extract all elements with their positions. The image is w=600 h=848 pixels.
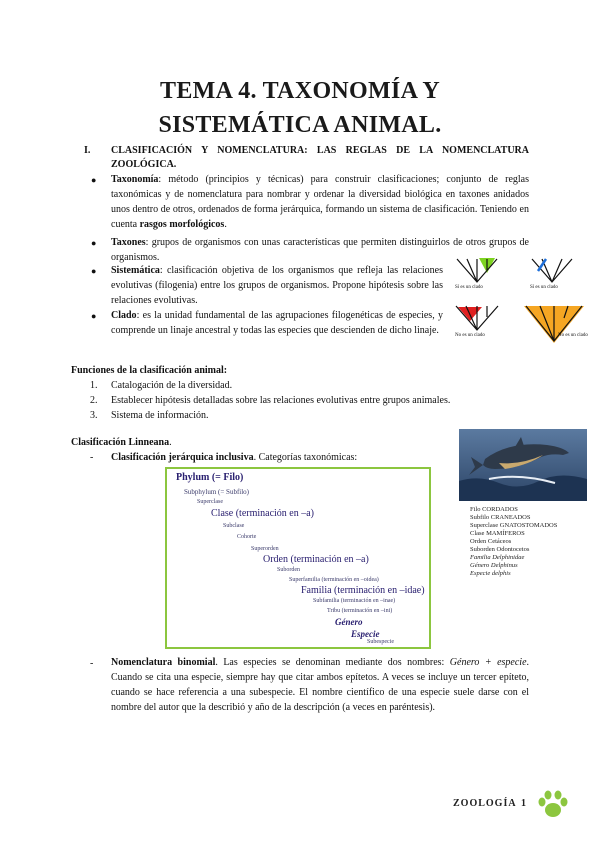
term-clado: Clado — [111, 310, 137, 321]
section-number: I. — [84, 145, 91, 156]
bullet-clado — [111, 308, 443, 338]
dolphin-taxonomy — [470, 506, 557, 578]
taxonomy-box — [165, 467, 431, 649]
term-sistematica: Sistemática — [111, 265, 160, 276]
dolphin-rank: Género Delphinus — [470, 562, 518, 569]
rank-tribu: Tribu (terminación en –ini) — [327, 608, 393, 614]
dolphin-rank: Superclase GNATOSTOMADOS — [470, 522, 558, 529]
cladogram-figure — [452, 255, 597, 345]
cladogram-label: Sí es un clado — [455, 285, 483, 290]
text-taxones: : grupos de organismos con unas características que permiten distinguirlos de otros grupos de organismos. — [111, 237, 529, 263]
list-item: Sistema de información. — [111, 410, 209, 421]
paw-icon — [537, 790, 569, 820]
linnean-heading: Clasificación Linneana — [71, 437, 170, 448]
sub2-text: . Las especies se denominan mediante dos nombres: — [215, 657, 450, 668]
dolphin-rank: Orden Cetáceos — [470, 538, 512, 545]
rank-subfamilia: Subfamilia (terminación en –inae) — [313, 598, 396, 604]
page-title-line1: TEMA 4. TAXONOMÍA Y — [160, 78, 440, 104]
dolphin-photo — [459, 429, 587, 501]
rank-orden: Orden (terminación en –a) — [263, 554, 369, 565]
binomial-paragraph — [111, 655, 529, 715]
functions-heading: Funciones de la clasificación animal: — [71, 365, 228, 376]
list-item-num: 1. — [90, 380, 98, 391]
text-taxonomia: : método (principios y técnicas) para construir clasificaciones; conjunto de reglas taxonómicas y de nomenclatura para nombrar y ordenar la diversidad biológica en taxones anidados unos dentro de otros, ordenados de forma jerárquica, formando un sistema de clasificación. Teniendo en cuenta — [111, 174, 529, 230]
term-taxonomia: Taxonomía — [111, 174, 159, 185]
rank-superclase: Superclase — [197, 499, 223, 505]
cladogram-label: Sí es un clado — [530, 285, 558, 290]
cladogram-label: No es un clado — [455, 333, 485, 338]
dolphin-rank: Suborden Odontocetos — [470, 546, 530, 553]
tail-taxonomia: . — [224, 219, 227, 230]
bullet-taxonomia — [111, 172, 529, 232]
cladogram-1 — [457, 258, 497, 282]
bullet-icon: ● — [91, 175, 97, 185]
bullet-icon: ● — [91, 311, 97, 321]
section-heading: CLASIFICACIÓN Y NOMENCLATURA: LAS REGLAS DE LA NOMENCLATURA ZOOLÓGICA. — [111, 145, 529, 170]
dolphin-rank: Clase MAMÍFEROS — [470, 530, 525, 537]
sub1-row — [111, 452, 357, 463]
bullet-icon: ● — [91, 238, 97, 248]
dolphin-rank: Familia Delphinidae — [470, 554, 525, 561]
page-title-line2: SISTEMÁTICA ANIMAL. — [158, 112, 442, 138]
sub1-term: Clasificación jerárquica inclusiva — [111, 452, 254, 463]
rank-subphylum: Subphylum (= Subfilo) — [184, 488, 250, 496]
rank-familia: Familia (terminación en –idae) — [301, 585, 425, 596]
text-clado: : es la unidad fundamental de las agrupaciones filogenéticas de especies, y comprende un linaje ancestral y todas las especies que descienden de dicho linaje. — [111, 310, 443, 336]
term-taxones: Taxones — [111, 237, 146, 248]
rank-superorden: Superorden — [251, 546, 279, 552]
rank-genero: Género — [335, 617, 363, 627]
list-item-num: 2. — [90, 395, 98, 406]
linnean-heading-tail: . — [169, 437, 172, 448]
rank-subclase: Subclase — [223, 523, 245, 529]
text-sistematica: : clasificación objetiva de los organismos que refleja las relaciones evolutivas (filogenia) entre los grupos de organismos. Propone hipótesis sobre las relaciones evolutivas. — [111, 265, 443, 306]
rank-especie: Especie — [351, 629, 380, 639]
sub2-term: Nomenclatura binomial — [111, 657, 216, 668]
cladogram-2 — [532, 259, 572, 282]
footer-label: ZOOLOGÍA — [453, 798, 517, 809]
sub2-rest: . Cuando se cita una especie, siempre hay que citar ambos epítetos. A veces se incluye un tercer epíteto, cuando se hace referencia a una subespecie. El nombre científico de una especie suele darse con el nombre del autor que la describió y año de la descripción (a veces en paréntesis). — [111, 657, 530, 713]
sub1-text: . Categorías taxonómicas: — [253, 452, 358, 463]
dolphin-rank: Especie delphis — [470, 570, 511, 577]
sub2-italic: Género + especie — [449, 657, 527, 668]
rank-suborden: Suborden — [277, 567, 300, 573]
cladogram-label: No es un clado — [558, 333, 588, 338]
bullet-sistematica — [111, 263, 443, 308]
list-item-num: 3. — [90, 410, 98, 421]
dolphin-rank: Filo CORDADOS — [470, 506, 518, 513]
cladogram-3 — [456, 306, 498, 330]
dolphin-rank: Subfilo CRANEADOS — [470, 514, 531, 521]
emph-rasgos: rasgos morfológicos — [139, 219, 225, 230]
list-item: Catalogación de la diversidad. — [111, 380, 233, 391]
dash-marker: - — [90, 658, 94, 669]
rank-cohorte: Cohorte — [237, 534, 257, 540]
rank-superfamilia: Superfamilia (terminación en –oidea) — [289, 577, 379, 583]
rank-subespecie: Subespecie — [367, 639, 394, 645]
rank-clase: Clase (terminación en –a) — [211, 508, 315, 519]
footer-page: 1 — [521, 798, 527, 809]
dash-marker: - — [90, 452, 94, 463]
bullet-icon: ● — [91, 266, 97, 276]
list-item: Establecer hipótesis detalladas sobre las relaciones evolutivas entre grupos animales. — [111, 395, 451, 406]
rank-phylum: Phylum (= Filo) — [176, 472, 244, 483]
linnean-heading-row — [71, 437, 172, 448]
